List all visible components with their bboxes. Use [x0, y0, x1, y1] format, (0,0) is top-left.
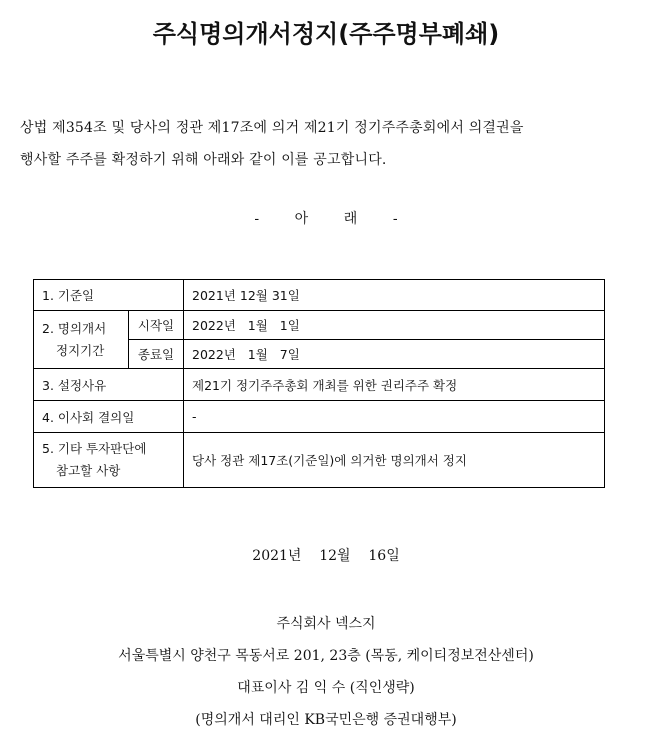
- value-record-date: 2021년 12월 31일: [184, 280, 605, 311]
- value-reason: 제21기 정기주주총회 개최를 위한 권리주주 확정: [184, 369, 605, 401]
- table-row-record-date: [34, 280, 605, 311]
- company-name: 주식회사 넥스지: [276, 616, 376, 632]
- label-board-date: 4. 이사회 결의일: [34, 401, 184, 433]
- label-other-line-2: 참고할 사항: [56, 463, 121, 478]
- company-ceo: 대표이사 김 익 수 (직인생략): [237, 680, 415, 696]
- table-row-other-info: [34, 433, 605, 488]
- document-title: 주식명의개서정지(주주명부폐쇄): [152, 20, 500, 48]
- company-footer: [0, 608, 652, 736]
- intro-paragraph: [20, 112, 640, 176]
- label-other-info: [34, 433, 184, 488]
- label-start-date: 시작일: [129, 311, 184, 340]
- label-other-line-1: 5. 기타 투자판단에: [42, 441, 147, 456]
- value-other-info: 당사 정관 제17조(기준일)에 의거한 명의개서 정지: [184, 433, 605, 488]
- label-reason: 3. 설정사유: [34, 369, 184, 401]
- label-record-date: 1. 기준일: [34, 280, 184, 311]
- intro-line-1: 상법 제354조 및 당사의 정관 제17조에 의거 제21기 정기주주총회에서 의결권을: [20, 120, 524, 136]
- notice-table: [33, 279, 605, 488]
- company-address: 서울특별시 양천구 목동서로 201, 23층 (목동, 케이티정보전산센터): [118, 648, 534, 664]
- intro-line-2: 행사할 주주를 확정하기 위해 아래와 같이 이를 공고합니다.: [20, 152, 387, 168]
- label-suspension-line-2: 정지기간: [56, 342, 105, 358]
- value-board-date: -: [184, 401, 605, 433]
- value-start-date: 2022년 1월 1일: [184, 311, 605, 340]
- label-suspension-period: [34, 311, 129, 369]
- notice-date: 2021년 12월 16일: [252, 548, 400, 564]
- transfer-agent: (명의개서 대리인 KB국민은행 증권대행부): [195, 712, 457, 728]
- section-separator: - 아 래 -: [254, 211, 398, 227]
- table-row-reason: [34, 369, 605, 401]
- label-suspension-line-1: 2. 명의개서: [42, 320, 107, 336]
- value-end-date: 2022년 1월 7일: [184, 340, 605, 369]
- table-row-suspension-start: [34, 311, 605, 340]
- table-row-board-date: [34, 401, 605, 433]
- label-end-date: 종료일: [129, 340, 184, 369]
